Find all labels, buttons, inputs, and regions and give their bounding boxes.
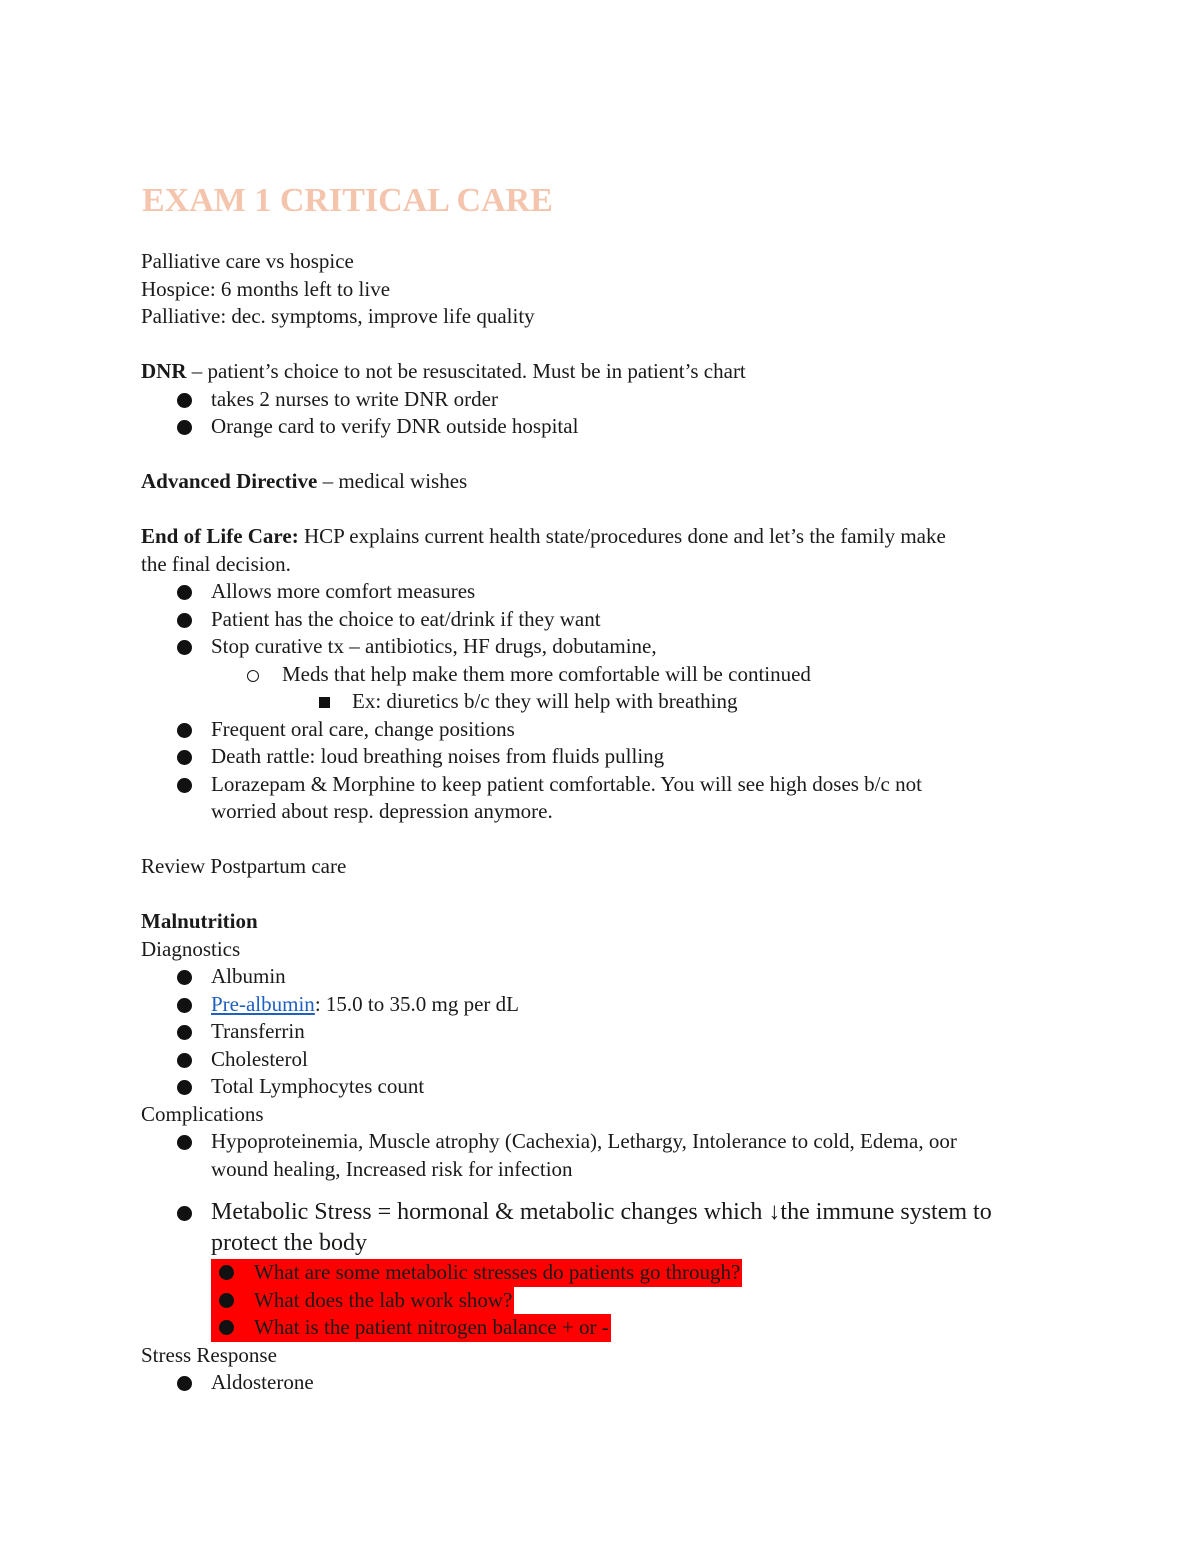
list-item: Death rattle: loud breathing noises from fluids pulling	[141, 743, 1061, 771]
bullet-icon	[177, 640, 192, 655]
bullet-icon	[177, 420, 192, 435]
complications-label: Complications	[141, 1101, 264, 1126]
bullet-icon	[177, 585, 192, 600]
diagnostics-label: Diagnostics	[141, 936, 241, 961]
hospice-line: Hospice: 6 months left to live	[141, 276, 391, 301]
bullet-icon	[177, 1135, 192, 1150]
bullet-icon	[177, 998, 192, 1013]
list-item: Transferrin	[141, 1018, 1061, 1046]
list-item: takes 2 nurses to write DNR order	[141, 386, 1061, 414]
dnr-label: DNR	[141, 359, 187, 383]
bullet-icon	[177, 1206, 192, 1221]
malnutrition-heading: Malnutrition	[141, 909, 258, 933]
stress-response-label: Stress Response	[141, 1342, 277, 1367]
list-item: Frequent oral care, change positions	[141, 716, 1061, 744]
list-item: Meds that help make them more comfortable will be continued	[141, 661, 1061, 689]
page-title: EXAM 1 CRITICAL CARE	[142, 182, 553, 219]
list-item: Lorazepam & Morphine to keep patient comfortable. You will see high doses b/c not	[141, 771, 1061, 799]
circle-bullet-icon	[247, 670, 259, 682]
list-item: Pre-albumin: 15.0 to 35.0 mg per dL	[141, 991, 1061, 1019]
bullet-icon	[219, 1265, 234, 1280]
bullet-icon	[177, 1080, 192, 1095]
bullet-icon	[177, 1025, 192, 1040]
highlighted-question: What is the patient nitrogen balance + or -	[211, 1314, 611, 1342]
list-item: Total Lymphocytes count	[141, 1073, 1061, 1101]
list-item: Hypoproteinemia, Muscle atrophy (Cachexia), Lethargy, Intolerance to cold, Edema, oor	[141, 1128, 1061, 1156]
list-item: Ex: diuretics b/c they will help with breathing	[141, 688, 1061, 716]
list-item: Patient has the choice to eat/drink if they want	[141, 606, 1061, 634]
list-item: Cholesterol	[141, 1046, 1061, 1074]
list-item: Metabolic Stress = hormonal & metabolic changes which ↓the immune system to	[141, 1197, 1061, 1228]
end-of-life-line: End of Life Care: HCP explains current health state/procedures done and let’s the family make	[141, 524, 946, 548]
square-bullet-icon	[319, 697, 330, 708]
document-body	[141, 248, 1061, 1397]
review-line: Review Postpartum care	[141, 854, 347, 878]
highlighted-questions	[211, 1259, 1061, 1342]
list-item-continued: wound healing, Increased risk for infection	[211, 1156, 573, 1181]
bullet-icon	[177, 723, 192, 738]
end-of-life-line-2: the final decision.	[141, 551, 291, 576]
list-item: Stop curative tx – antibiotics, HF drugs, dobutamine,	[141, 633, 1061, 661]
bullet-icon	[219, 1293, 234, 1308]
bullet-icon	[177, 750, 192, 765]
palliative-heading: Palliative care vs hospice	[141, 249, 354, 273]
metabolic-stress-block	[141, 1197, 1061, 1259]
dnr-line	[141, 358, 1061, 386]
list-item: Aldosterone	[141, 1369, 1061, 1397]
highlighted-question: What are some metabolic stresses do patients go through?	[211, 1259, 742, 1287]
pre-albumin-link[interactable]: Pre-albumin	[211, 991, 315, 1016]
bullet-icon	[177, 1376, 192, 1391]
highlighted-question: What does the lab work show?	[211, 1287, 514, 1315]
list-item: Allows more comfort measures	[141, 578, 1061, 606]
bullet-icon	[177, 393, 192, 408]
bullet-icon	[177, 613, 192, 628]
dnr-text: – patient’s choice to not be resuscitated. Must be in patient’s chart	[186, 359, 746, 383]
palliative-line: Palliative: dec. symptoms, improve life quality	[141, 304, 535, 328]
bullet-icon	[177, 1053, 192, 1068]
list-item: Albumin	[141, 963, 1061, 991]
advanced-directive-line: Advanced Directive – medical wishes	[141, 469, 468, 493]
list-item: Orange card to verify DNR outside hospital	[141, 413, 1061, 441]
bullet-icon	[177, 970, 192, 985]
bullet-icon	[219, 1320, 234, 1335]
bullet-icon	[177, 778, 192, 793]
list-item-continued: worried about resp. depression anymore.	[211, 799, 553, 823]
list-item-continued: protect the body	[211, 1230, 367, 1256]
